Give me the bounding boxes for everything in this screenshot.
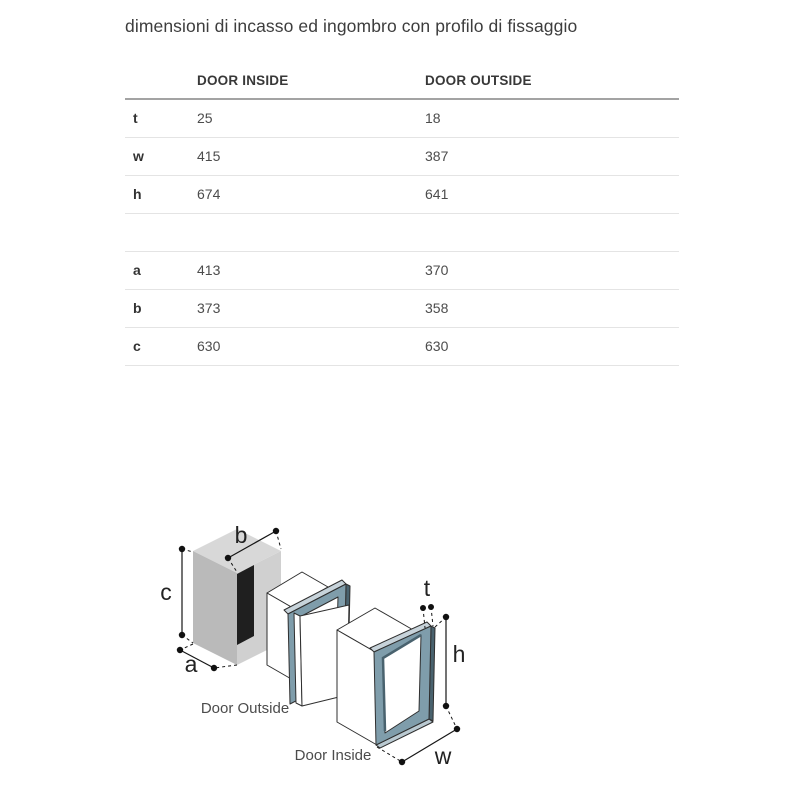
cell-door-outside: 370 — [425, 262, 449, 278]
dim-label-w: w — [434, 743, 452, 769]
cell-door-outside: 18 — [425, 110, 441, 127]
dim-b-dot-left — [225, 555, 231, 561]
cell-door-inside: 413 — [197, 262, 221, 278]
row-label: c — [133, 338, 141, 354]
cell-door-outside: 641 — [425, 186, 449, 202]
cell-door-inside — [197, 213, 425, 251]
cell-door-inside: 373 — [197, 300, 221, 316]
row-label: h — [133, 186, 142, 202]
dim-label-b: b — [234, 522, 248, 548]
dim-a-dot-right — [211, 665, 217, 671]
dimensions-table — [125, 62, 679, 366]
cell-door-outside: 358 — [425, 300, 449, 316]
column-header-door-inside: DOOR INSIDE — [197, 73, 289, 88]
dim-w-extension-left — [377, 747, 402, 762]
dim-c-dot-top — [179, 546, 185, 552]
row-label: w — [133, 148, 144, 164]
page-title: dimensioni di incasso ed ingombro con profilo di fissaggio — [125, 16, 578, 36]
table-row — [125, 289, 679, 327]
dim-w-dot-left — [399, 759, 405, 765]
column-header-door-outside: DOOR OUTSIDE — [425, 73, 532, 88]
dim-t-dot-right — [428, 604, 434, 610]
cell-door-outside — [425, 213, 679, 251]
dim-h-dot-top — [443, 614, 449, 620]
door-outside-caption: Door Outside — [200, 700, 290, 717]
table-row — [125, 327, 679, 365]
dim-w-dot-right — [454, 726, 460, 732]
table-row — [125, 251, 679, 289]
recess-dark-slot — [237, 565, 254, 645]
dim-a-dot-left — [177, 647, 183, 653]
cell-door-inside: 25 — [197, 110, 213, 127]
dim-c-dot-bottom — [179, 632, 185, 638]
dim-a-extension-right — [214, 665, 237, 668]
cell-door-outside: 387 — [425, 148, 449, 164]
row-label — [125, 213, 197, 251]
cell-door-inside: 415 — [197, 148, 221, 164]
table-row — [125, 213, 679, 251]
table-row — [125, 137, 679, 175]
dimension-c — [160, 546, 193, 643]
dim-t-dot-left — [420, 605, 426, 611]
cell-door-inside: 630 — [197, 338, 221, 354]
technical-diagram — [0, 500, 800, 800]
row-label: a — [133, 262, 141, 278]
dim-label-h: h — [452, 641, 466, 667]
table-row — [125, 175, 679, 213]
dimension-h — [435, 614, 465, 729]
door-inside-caption: Door Inside — [294, 747, 372, 764]
cell-door-outside: 630 — [425, 338, 449, 354]
dim-h-dot-bottom — [443, 703, 449, 709]
row-label: t — [133, 110, 138, 127]
table-corner-cell — [125, 62, 197, 99]
dim-label-a: a — [184, 651, 198, 677]
table-row — [125, 99, 679, 137]
dimensions-table-header — [125, 62, 679, 99]
row-label: b — [133, 300, 142, 316]
cell-door-inside: 674 — [197, 186, 221, 202]
dim-label-c: c — [160, 579, 172, 605]
dim-b-dot-right — [273, 528, 279, 534]
dim-label-t: t — [423, 575, 431, 601]
dim-h-extension-bottom — [446, 706, 457, 729]
dimension-t — [420, 575, 434, 628]
dimensions-table-body — [125, 99, 679, 365]
